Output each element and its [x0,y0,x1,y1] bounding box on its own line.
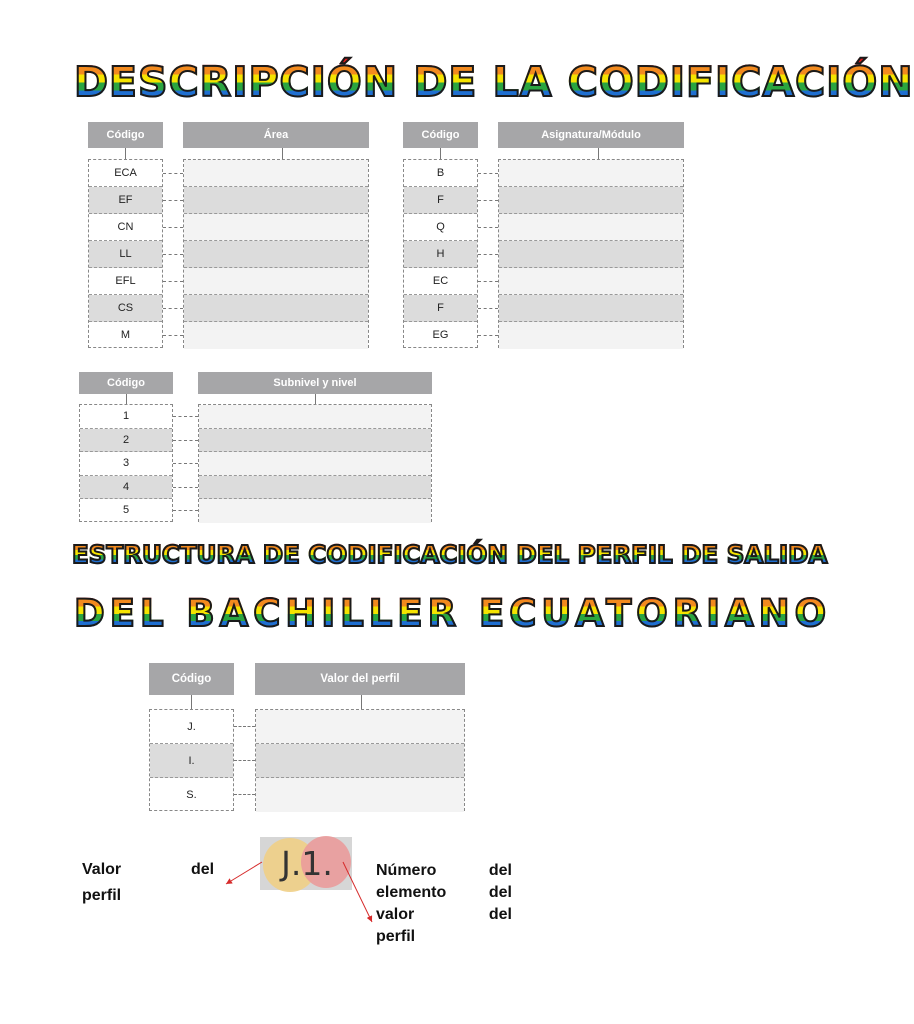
table-area-desc-header: Área [183,122,369,148]
table-perfil-desc-header: Valor del perfil [255,663,465,695]
title-estructura: ESTRUCTURA DE CODIFICACIÓN DEL PERFIL DE SALIDA [72,540,828,569]
table-row: J. [150,710,233,744]
arrow-to-valor [226,862,262,884]
table-row: ECA [89,160,162,187]
table-perfil-desc [255,709,465,811]
table-nivel-codes [79,404,173,522]
table-row: 3 [80,452,172,476]
table-row: Q [404,214,477,241]
table-row: F [404,295,477,322]
table-nivel-desc [198,404,432,522]
table-row: EFL [89,268,162,295]
example-code-text [262,838,352,890]
table-row: 5 [122,504,130,516]
table-perfil-codes [149,709,234,811]
label-perfil: perfil [82,887,122,904]
table-row: F [404,187,477,214]
table-row: I. [150,744,233,778]
table-row: EC [404,268,477,295]
table-row: H [404,241,477,268]
example-code-part1: J. [281,844,302,883]
table-area-code-header: Código [88,122,163,148]
label-numero-block: Número del elemento del valor del perfil [376,862,512,945]
label-del: del [191,861,215,878]
table-row: LL [89,241,162,268]
table-asig-desc-header: Asignatura/Módulo [498,122,684,148]
title-bachiller: DEL BACHILLER ECUATORIANO [74,592,832,635]
table-row: S. [186,789,197,801]
title-descripcion: DESCRIPCIÓN DE LA CODIFICACIÓN [74,58,914,106]
table-area-desc [183,159,369,348]
table-asig-codes [403,159,478,348]
table-row: EF [89,187,162,214]
label-valor: Valor [82,861,122,878]
table-row: 1 [80,405,172,429]
table-row: B [404,160,477,187]
table-row: CS [89,295,162,322]
table-perfil-code-header: Código [149,663,234,695]
table-row: EG [432,329,449,341]
table-asig-code-header: Código [403,122,478,148]
table-area-codes [88,159,163,348]
table-row: 2 [80,429,172,453]
table-row: CN [89,214,162,241]
table-nivel-desc-header: Subnivel y nivel [198,372,432,394]
table-nivel-code-header: Código [79,372,173,394]
table-row: 4 [80,476,172,500]
table-asig-desc [498,159,684,348]
table-row: M [120,329,131,341]
example-code-part2: 1. [301,844,333,883]
